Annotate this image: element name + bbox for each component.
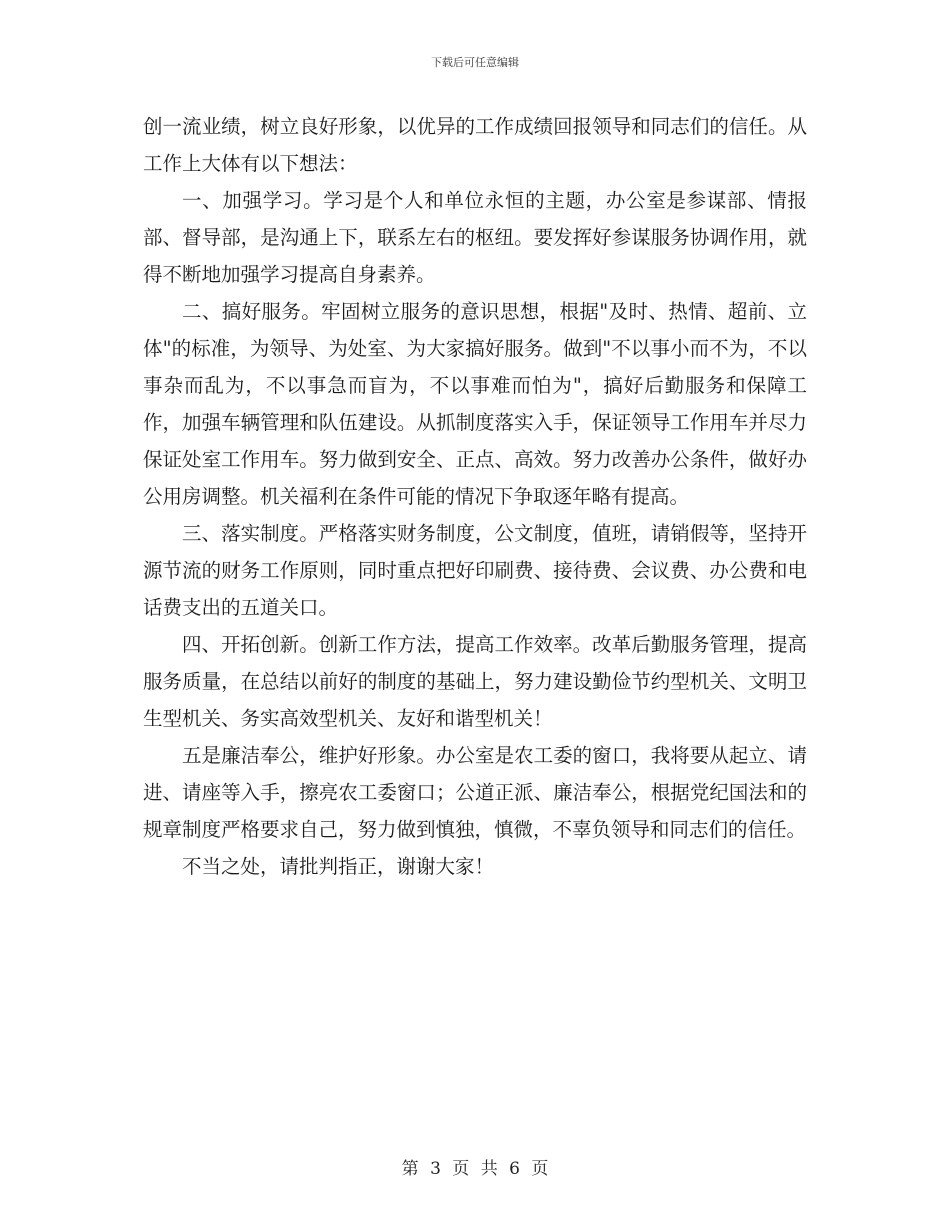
page-number: 第 3 页 共 6 页 <box>401 1159 549 1179</box>
document-body <box>143 108 807 885</box>
paragraph-closing: 不当之处，请批判指正，谢谢大家！ <box>182 855 495 878</box>
paragraph-innovation: 四、开拓创新。创新工作方法，提高工作效率。改革后勤服务管理，提高服务质量，在总结以前好的制度的基础上，努力建设勤俭节约型机关、文明卫生型机关、务实高效型机关、友好和谐型机关！ <box>143 633 807 730</box>
paragraph-system: 三、落实制度。严格落实财务制度，公文制度，值班，请销假等，坚持开源节流的财务工作原则，同时重点把好印刷费、接待费、会议费、办公费和电话费支出的五道关口。 <box>143 522 807 619</box>
paragraph-integrity: 五是廉洁奉公，维护好形象。办公室是农工委的窗口，我将要从起立、请进、请座等入手，擦亮农工委窗口；公道正派、廉洁奉公，根据党纪国法和的规章制度严格要求自己，努力做到慎独，慎微，不辜负领导和同志们的信任。 <box>143 744 807 841</box>
paragraph-continuation: 创一流业绩，树立良好形象，以优异的工作成绩回报领导和同志们的信任。从工作上大体有以下想法： <box>143 115 807 175</box>
paragraph-service: 二、搞好服务。牢固树立服务的意识思想，根据"及时、热情、超前、立体"的标准，为领导、为处室、为大家搞好服务。做到"不以事小而不为，不以事杂而乱为，不以事急而盲为，不以事难而怕为"，搞好后勤服务和保障工作，加强车辆管理和队伍建设。从抓制度落实入手，保证领导工作用车并尽力保证处室工作用车。努力做到安全、正点、高效。努力改善办公条件，做好办公用房调整。机关福利在条件可能的情况下争取逐年略有提高。 <box>143 300 807 508</box>
page-header: 下载后可任意编辑 <box>431 56 519 69</box>
paragraph-study: 一、加强学习。学习是个人和单位永恒的主题，办公室是参谋部、情报部、督导部，是沟通上下，联系左右的枢纽。要发挥好参谋服务协调作用，就得不断地加强学习提高自身素养。 <box>143 189 807 286</box>
